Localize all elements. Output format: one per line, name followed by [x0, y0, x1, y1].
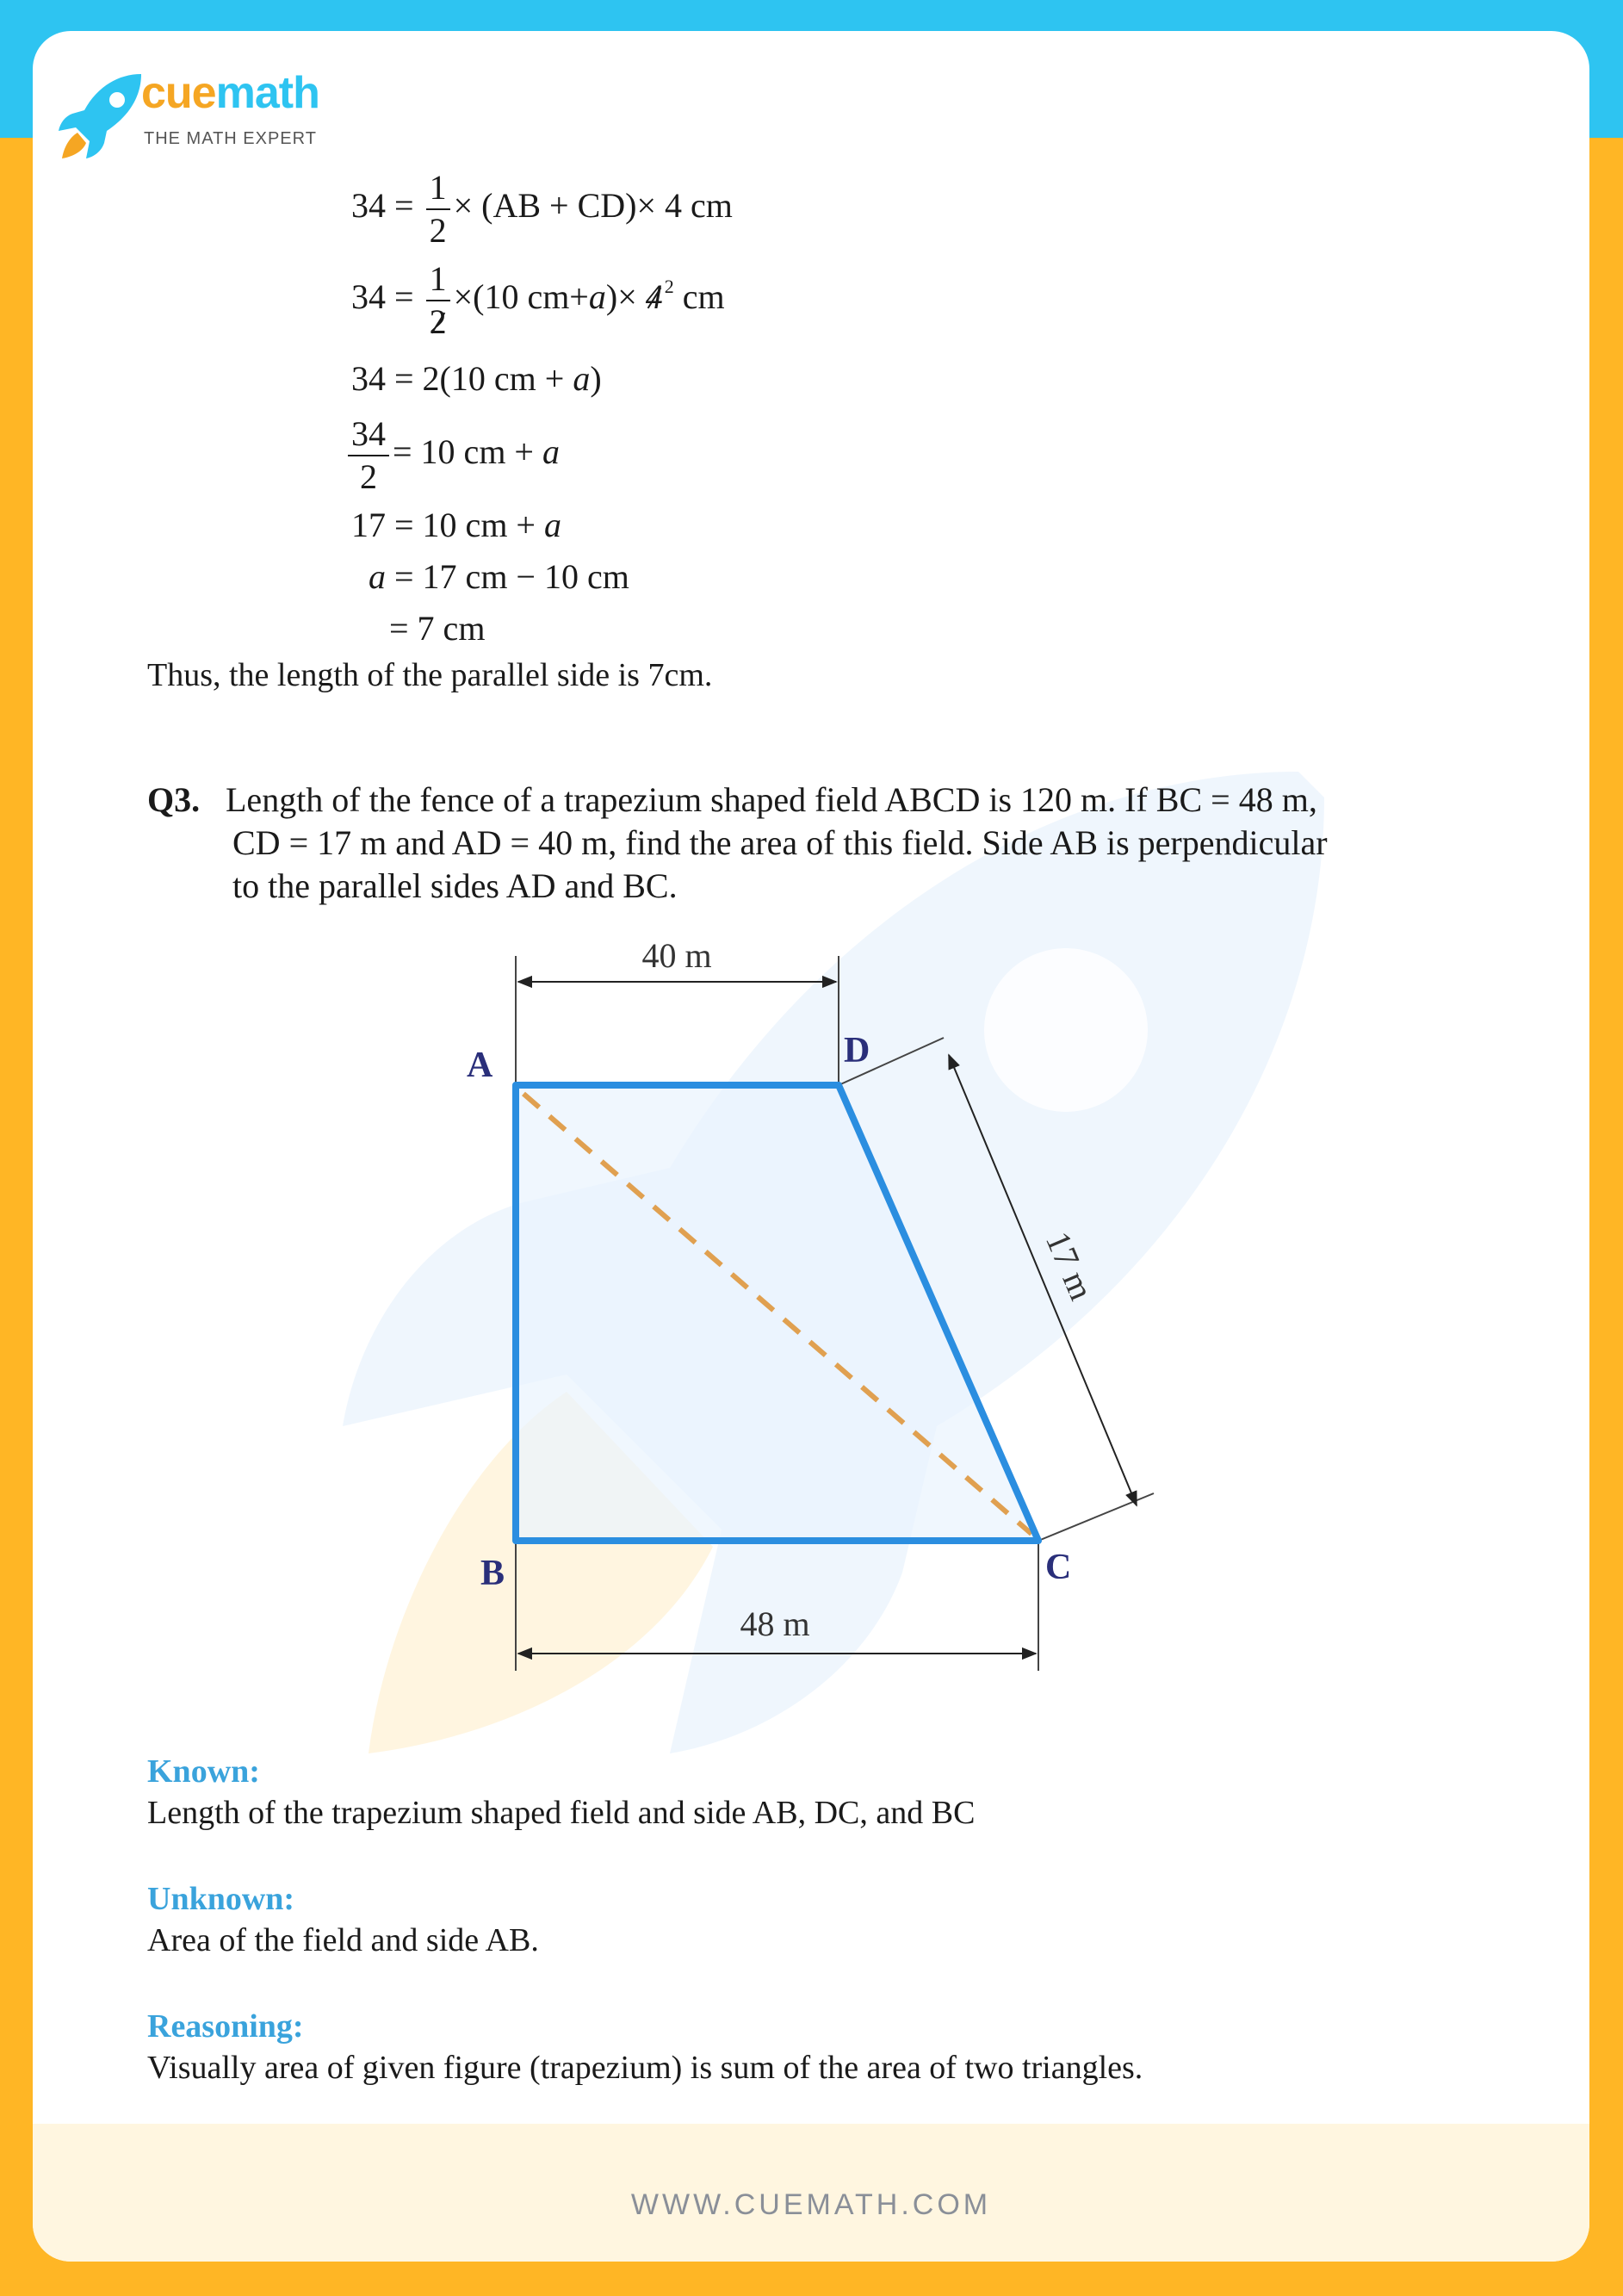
equation-line-1: 34 = $\frac{1}{2}$ × (AB + CD)× 4 cm: [351, 168, 733, 250]
vertex-label-c: C: [1045, 1548, 1072, 1587]
rocket-logo-icon: [57, 69, 152, 164]
reasoning-text: Visually area of given figure (trapezium) is sum of the area of two triangles.: [147, 2050, 1143, 2086]
footer-strip: [33, 2124, 1589, 2262]
equation-line-3: 34 = 2(10 cm + a): [351, 359, 602, 398]
equation-line-7: = 7 cm: [389, 609, 486, 648]
dimension-label-ad: 40 m: [641, 936, 712, 975]
equation-line-4: $\frac{34}{2}$ = 10 cm + a: [344, 417, 560, 494]
equation-line-2: 34 = $\frac{1}{2}$ ×(10 $cm+a)\times 4^2$ cm: [351, 259, 725, 341]
trapezium-figure: [422, 934, 1180, 1701]
known-text: Length of the trapezium shaped field and side AB, DC, and BC: [147, 1795, 976, 1831]
unknown-heading: Unknown:: [147, 1881, 295, 1917]
solution-conclusion: Thus, the length of the parallel side is 7cm.: [147, 657, 713, 693]
logo-wordmark: cuemath: [141, 68, 319, 118]
field-fill: [516, 1085, 1038, 1541]
extension-line-c-perp: [1038, 1493, 1154, 1541]
question-line-2: CD = 17 m and AD = 40 m, find the area of this field. Side AB is perpendicular: [232, 823, 1328, 862]
cuemath-logo[interactable]: [57, 43, 418, 164]
equation-line-5: 17 = 10 cm + a: [351, 506, 561, 544]
reasoning-heading: Reasoning:: [147, 2008, 304, 2045]
vertex-label-b: B: [480, 1554, 505, 1593]
question-label: Q3.: [147, 780, 201, 819]
known-heading: Known:: [147, 1753, 260, 1790]
dimension-label-cd: 17 m: [1038, 1226, 1101, 1306]
question-line-3: to the parallel sides AD and BC.: [232, 866, 678, 905]
footer-url[interactable]: WWW.CUEMATH.COM: [630, 2188, 992, 2221]
vertex-label-a: A: [467, 1046, 493, 1085]
dimension-label-bc: 48 m: [740, 1604, 810, 1643]
question-line-1: Length of the fence of a trapezium shaped field ABCD is 120 m. If BC = 48 m,: [226, 780, 1317, 819]
equation-line-6: a = 17 cm − 10 cm: [369, 557, 629, 596]
logo-tagline: THE MATH EXPERT: [144, 129, 317, 148]
unknown-text: Area of the field and side AB.: [147, 1922, 539, 1958]
vertex-label-d: D: [844, 1031, 870, 1070]
